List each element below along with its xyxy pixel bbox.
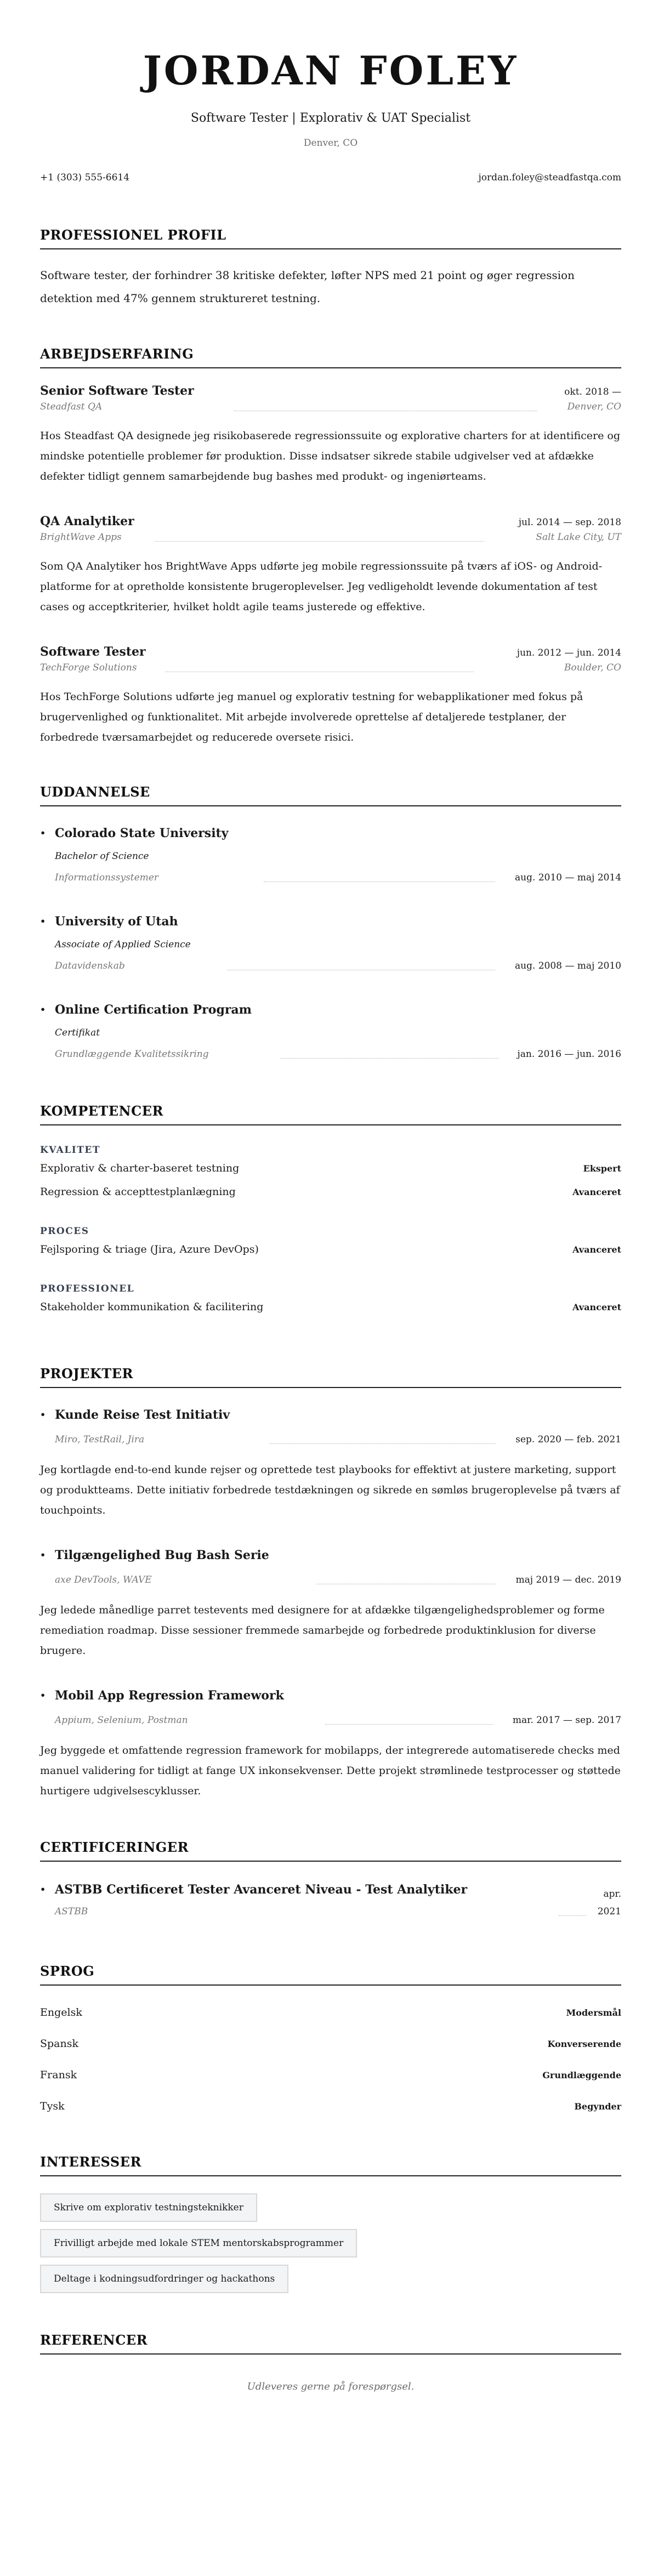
degree: Certifikat xyxy=(55,1027,100,1038)
job-entry xyxy=(40,383,621,487)
skill-item xyxy=(40,1157,621,1180)
skill-name: Fejlsporing & triage (Jira, Azure DevOps) xyxy=(40,1243,259,1255)
projects-section xyxy=(40,1366,621,1801)
interest-chip: Skrive om explorativ testningsteknikker xyxy=(40,2193,257,2222)
section-title: ARBEJDSERFARING xyxy=(40,346,621,368)
profile-text: Software tester, der forhindrer 38 kritiske defekter, løfter NPS med 21 point og øger regression detektion med 47% gennem struktureret testning. xyxy=(40,269,575,305)
language-item xyxy=(40,2028,621,2060)
job-company: Steadfast QA xyxy=(40,401,103,412)
skill-group xyxy=(40,1144,621,1204)
section-title: PROFESSIONEL PROFIL xyxy=(40,227,621,249)
bullet-icon: • xyxy=(40,1004,46,1015)
languages-section xyxy=(40,1963,621,2122)
contact-row xyxy=(40,170,621,185)
education-entry xyxy=(40,825,621,885)
certification-issuer: ASTBB xyxy=(55,1906,88,1917)
references-text: Udleveres gerne på forespørgsel. xyxy=(247,2381,415,2392)
skill-level: Ekspert xyxy=(583,1163,621,1174)
project-description: Jeg byggede et omfattende regression framework for mobilapps, der integrerede automatiserede checks med manuel validering for tidligt at fange UX inkonsekvenser. Dette projekt strømlinede testprocesser og støttede hurtigere udgivelsescyklusser. xyxy=(40,1744,621,1797)
skill-group xyxy=(40,1282,621,1319)
interest-chip: Frivilligt arbejde med lokale STEM mentorskabsprogrammer xyxy=(40,2229,357,2257)
project-tools: axe DevTools, WAVE xyxy=(55,1574,152,1585)
project-tools: Appium, Selenium, Postman xyxy=(55,1715,188,1726)
field: Informationssystemer xyxy=(55,872,159,883)
education-entry xyxy=(40,913,621,973)
section-title: REFERENCER xyxy=(40,2332,621,2355)
skill-category: PROCES xyxy=(40,1226,89,1237)
skill-name: Regression & accepttestplanlægning xyxy=(40,1186,236,1198)
skill-name: Stakeholder kommunikation & facilitering xyxy=(40,1301,264,1313)
project-entry xyxy=(40,1407,621,1521)
education-entry xyxy=(40,1002,621,1061)
language-item xyxy=(40,2091,621,2122)
candidate-location: Denver, CO xyxy=(303,138,358,149)
bullet-icon: • xyxy=(40,828,46,838)
project-dates: sep. 2020 — feb. 2021 xyxy=(515,1434,621,1445)
project-title: Tilgængelighed Bug Bash Serie xyxy=(55,1548,269,1562)
profile-section xyxy=(40,227,621,310)
job-description: Hos Steadfast QA designede jeg risikobaserede regressionssuite og explorative charters for at identificere og mindske potentielle problemer før produktion. Disse indsatser sikrede stabile udgivelser ved at afdække defekter tidligt gennem samarbejdende bug bashes med produkt- og ingeniørteams. xyxy=(40,430,620,482)
section-title: INTERESSER xyxy=(40,2154,621,2176)
references-section xyxy=(40,2332,621,2395)
job-description: Hos TechForge Solutions udførte jeg manuel og explorativ testning for webapplikationer med fokus på brugervenlighed og funktionalitet. Mit arbejde involverede oprettelse af detaljerede testplaner, der forbedrede tværsamarbejdet og reducerede oversete risici. xyxy=(40,691,583,743)
job-dates: okt. 2018 — xyxy=(564,386,621,397)
candidate-subtitle: Software Tester | Explorativ & UAT Specialist xyxy=(190,111,471,125)
section-title: CERTIFICERINGER xyxy=(40,1839,621,1862)
skill-item xyxy=(40,1295,621,1319)
skill-item xyxy=(40,1238,621,1261)
certification-name: ASTBB Certificeret Tester Avanceret Niveau - Test Analytiker xyxy=(55,1883,468,1897)
job-dates: jul. 2014 — sep. 2018 xyxy=(518,517,621,528)
section-title: PROJEKTER xyxy=(40,1366,621,1388)
phone: +1 (303) 555-6614 xyxy=(40,172,130,183)
dotted-leader xyxy=(325,1724,493,1725)
education-section xyxy=(40,784,621,1061)
dotted-leader xyxy=(280,1058,499,1059)
school-name: Colorado State University xyxy=(55,826,229,840)
school-name: University of Utah xyxy=(55,914,178,929)
job-entry xyxy=(40,644,621,748)
degree: Bachelor of Science xyxy=(55,851,149,862)
experience-section xyxy=(40,346,621,748)
language-name: Spansk xyxy=(40,2038,79,2050)
skill-item xyxy=(40,1180,621,1204)
education-dates: aug. 2010 — maj 2014 xyxy=(514,872,621,883)
job-entry xyxy=(40,513,621,617)
project-title: Kunde Reise Test Initiativ xyxy=(55,1408,230,1422)
skills-section xyxy=(40,1103,621,1335)
job-title: Software Tester xyxy=(40,645,146,659)
resume-header xyxy=(40,47,621,185)
job-company: TechForge Solutions xyxy=(40,662,137,673)
skill-name: Explorativ & charter-baseret testning xyxy=(40,1162,240,1174)
certification-date: apr. 2021 xyxy=(597,1889,621,1917)
section-title: UDDANNELSE xyxy=(40,784,621,806)
job-description: Som QA Analytiker hos BrightWave Apps udførte jeg mobile regressionssuite på tværs af iOS- og Android-platforme for at opretholde konsistente brugeroplevelser. Jeg vedligeholdt levende dokumentation af test cases og acceptkriterier, hvilket holdt agile teams justerede og effektive. xyxy=(40,560,603,613)
job-title: QA Analytiker xyxy=(40,514,134,528)
language-level: Begynder xyxy=(574,2101,621,2112)
section-title: SPROG xyxy=(40,1963,621,1986)
dotted-leader xyxy=(559,1915,586,1916)
certifications-section xyxy=(40,1839,621,1920)
field: Grundlæggende Kvalitetssikring xyxy=(55,1049,209,1060)
degree: Associate of Applied Science xyxy=(55,939,191,950)
bullet-icon: • xyxy=(40,1409,46,1420)
bullet-icon: • xyxy=(40,916,46,926)
skill-level: Avanceret xyxy=(572,1302,621,1312)
school-name: Online Certification Program xyxy=(55,1003,252,1017)
language-name: Engelsk xyxy=(40,2006,82,2018)
project-tools: Miro, TestRail, Jira xyxy=(55,1434,145,1445)
education-dates: jan. 2016 — jun. 2016 xyxy=(517,1049,621,1060)
bullet-icon: • xyxy=(40,1690,46,1701)
skill-level: Avanceret xyxy=(572,1244,621,1255)
skill-category: KVALITET xyxy=(40,1145,100,1156)
dotted-leader xyxy=(155,541,485,542)
language-level: Grundlæggende xyxy=(542,2070,621,2080)
section-title: KOMPETENCER xyxy=(40,1103,621,1125)
email: jordan.foley@steadfastqa.com xyxy=(478,172,621,183)
interest-chip: Deltage i kodningsudfordringer og hackathons xyxy=(40,2265,288,2293)
job-company: BrightWave Apps xyxy=(40,532,122,543)
project-description: Jeg kortlagde end-to-end kunde rejser og oprettede test playbooks for effektivt at justere marketing, support og produktteams. Dette initiativ forbedrede testdækningen og sikrede en sømløs brugeroplevelse på tværs af touchpoints. xyxy=(40,1464,620,1516)
field: Datavidenskab xyxy=(55,960,125,971)
project-entry xyxy=(40,1547,621,1661)
skill-group xyxy=(40,1225,621,1261)
language-item xyxy=(40,2060,621,2091)
language-level: Modersmål xyxy=(566,2008,621,2018)
project-description: Jeg ledede månedlige parret testevents med designere for at afdække tilgængelighedsproblemer og forme remediation roadmap. Disse sessioner fremmede samarbejde og forbedrede produktinklusion for diverse brugere. xyxy=(40,1604,605,1657)
job-location: Salt Lake City, UT xyxy=(536,532,621,543)
dotted-leader xyxy=(269,1443,496,1444)
project-dates: mar. 2017 — sep. 2017 xyxy=(512,1715,621,1726)
language-item xyxy=(40,1997,621,2028)
job-dates: jun. 2012 — jun. 2014 xyxy=(517,647,621,658)
skill-level: Avanceret xyxy=(572,1187,621,1197)
job-title: Senior Software Tester xyxy=(40,384,194,398)
bullet-icon: • xyxy=(40,1884,46,1895)
project-dates: maj 2019 — dec. 2019 xyxy=(515,1574,621,1585)
language-name: Tysk xyxy=(40,2100,65,2112)
language-name: Fransk xyxy=(40,2069,77,2081)
language-level: Konverserende xyxy=(547,2039,621,2049)
education-dates: aug. 2008 — maj 2010 xyxy=(514,960,621,971)
bullet-icon: • xyxy=(40,1550,46,1560)
job-location: Boulder, CO xyxy=(564,662,621,673)
certification-entry xyxy=(40,1878,621,1920)
project-entry xyxy=(40,1687,621,1801)
skill-category: PROFESSIONEL xyxy=(40,1283,135,1294)
job-location: Denver, CO xyxy=(567,401,621,412)
candidate-name: JORDAN FOLEY xyxy=(143,47,519,94)
interests-section xyxy=(40,2154,621,2293)
project-title: Mobil App Regression Framework xyxy=(55,1688,284,1703)
